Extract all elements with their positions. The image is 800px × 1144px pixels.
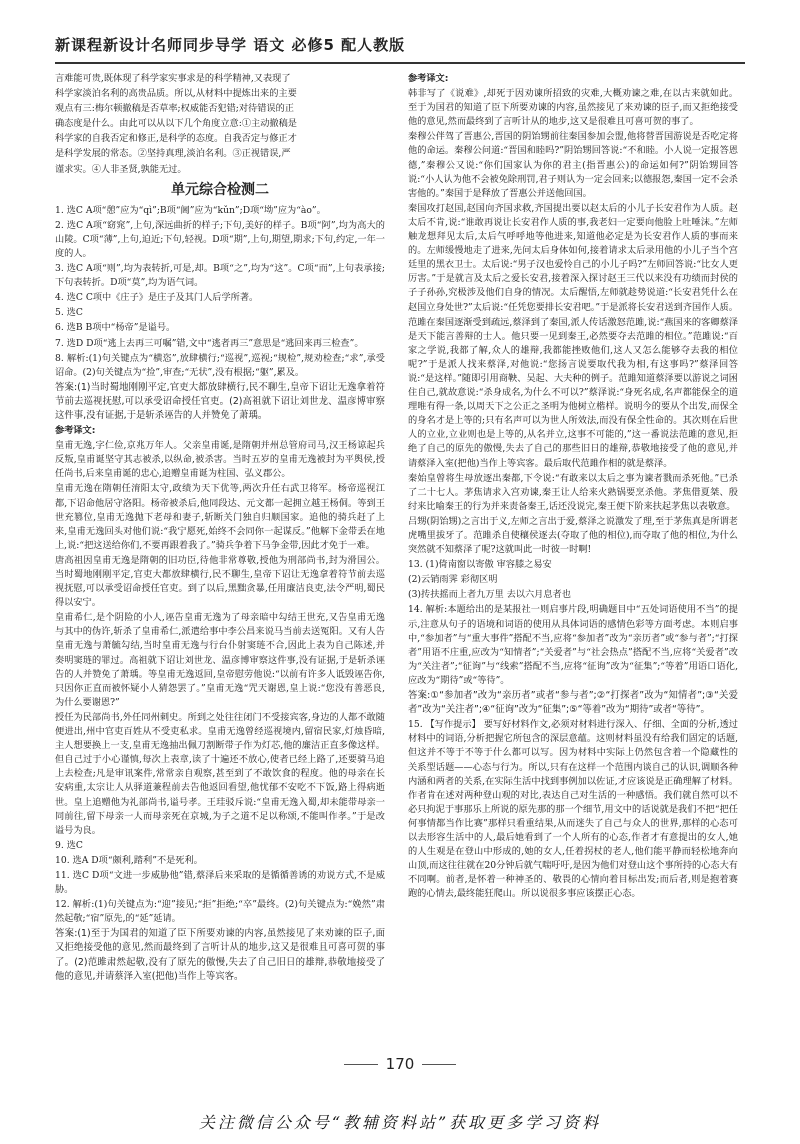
header-title: 新课程新设计名师同步导学 语文 必修5 配人教版: [55, 36, 406, 54]
answer-item: 14. 解析:本题给出的是某报社一则启事片段,明确题目中“五处词语使用不当”的提示,注意从句子的语境和词语的使用从具体词语的感情色彩等方面考虑。本则启事中,“参加者”与“重大事件”搭配不当,应将“参加者”改为“亲历者”或“参与者”;“打探者”用语不庄重,应改为“知情者”;“关爱者”与“社会热点”搭配不当,应将“关爱者”改为“关注者”;“征询”与“线索”搭配不当,应将“征询”改为“征集”;“等着”用语口语化,应改为“期待”或“等待”。: [408, 604, 738, 686]
answer-item: 5. 选C: [55, 307, 83, 319]
answer-text: 答案:(1)当时蜀地刚刚平定,官吏大都放肆横行,民不聊生,皇帝下诏让无逸拿着符节前去巡视抚慰,可以承受诏命授任官吏。(2)高祖就下诏让刘世龙、温彦博审察这件事,没有证据,于是斩杀诬告的人并赞免了萧瑀。: [55, 381, 385, 421]
translation-paragraph: 吕甥(阴饴甥)之言出于义,左师之言出于爱,蔡泽之说激发了理,至于茅焦真是所谓老虎嘴里拔牙了。范雎杀自使穰侯逐去(夺取了他的相位),而夺取了他的相位,为什么突然就不知蔡泽了呢?这就叫此一时彼一时啊!: [408, 515, 738, 556]
translation-paragraph: 秦国攻打赵国,赵国向齐国求救,齐国提出要以赵太后的小儿子长安君作为人质。赵太后不肯,说:“谁敢再说让长安君作人质的事,我老妇一定要向他脸上吐唾沫。”左师触龙想拜见太后,太后气呼呼地等他进来,知道他必定是为长安君作人质的事而来的。左师缓慢地走了进来,先问太后身体如何,接着请求太后录用他的小儿子当个宫廷里的黑衣卫士。太后说:“男子汉也爱怜自己的小儿子吗?”左师回答说:“比女人更厉害。”于是就言及太后之爱长安君,接着深入探讨赵王三代以来没有功绩而封侯的子子孙孙,究极涉及他们自身的情况。太后醒悟,左师就趁势说道:“长安君凭什么在赵国立身处世?”太后说:“任凭您要排长安君吧。”于是派将长安君送到齐国作人质。: [408, 202, 738, 313]
reference-translation-title: 参考译文:: [408, 73, 449, 84]
intro-line: 观点有三:梅尔顿撤稿是否草率;权威能否犯错;对待错误的正: [55, 103, 294, 115]
intro-line: 是科学发展的常态。②坚持真理,淡泊名利。③正视错误,严: [55, 148, 291, 160]
intro-line: 科学家的自我否定和修正,是科学的态度。自我否定与修正才: [55, 133, 297, 145]
translation-paragraph: 皇甫无逸在隋朝任淯阳太守,政绩为天下优等,两次升任右武卫将军。杨帝巡视江都,下诏命他居守洛阳。杨帝被杀后,他同段达、元文都一起拥立越王杨侗。等到王世充篡位,皇甫无逸抛下老母和妻子,斩断关门独自归顺国家。追他的骑兵赶了上来,皇甫无逸回头对他们说:“我宁愿死,始终不会同你一起谋反。”他解下金带丢在地上,说:“把这送给你们,不要再跟着我了。”骑兵争着下马争金带,因此才免于一难。: [55, 483, 385, 551]
answer-item: (2)云销雨霁 彩彻区明: [408, 574, 498, 586]
footer-note: 关注微信公众号“教辅资料站”获取更多学习资料: [198, 1113, 602, 1132]
translation-paragraph: 皇甫希仁,是个阴险的小人,诬告皇甫无逸为了母亲暗中勾结王世充,又告皇甫无逸与其中的伪许,斩杀了皇甫希仁,派遣给事中李公昌来说马当前去送冤阳。又有人告皇甫无逸与萧毓勾结,当时皇甫无逸与行台仆射窦琏不合,因此上表为自己陈述,并奏明窦琏的罪过。高祖就下诏让刘世龙、温彦博审察这件事,没有证据,于是斩杀诬告的人并赞免了萧瑀。等皇甫无逸返回,皇帝慰劳他说:“以前有许多人诋毁诬告你,只因你正直而被怀疑小人猜怨罢了。”皇甫无逸“咒天谢恩,皇上说:“您没有善恶良,为什么要谢恩?”: [55, 612, 385, 708]
answer-item: (3)抟扶摇而上者九万里 去以六月息者也: [408, 589, 571, 601]
reference-translation-title: 参考译文:: [55, 425, 96, 437]
translation-paragraph: 授任为民部尚书,外任同州刺史。所到之处往往闭门不受接宾客,身边的人都不敢随便进出,州中官吏百姓从不受吏私求。皇甫无逸曾经巡视境内,留宿民家,灯烛昏暗,主人想要换上一支,皇甫无逸抽出佩刀割断带子作为灯芯,他的廉洁正直多像这样。但自己过于小心谨慎,每次上表章,读了十遍还不放心,使者已经上路了,还要骑马追上去检查;凡是审讯案件,常常亲自观察,甚至到了不敢饮食的程度。他的母亲在长安病重,太宗让人从驿道兼程前去告他返回看望,他忧郁不安吃不下饭,路上得病逝世。皇上追赠他为礼部尚书,谥号孝。王珪驳斥说:“皇甫无逸入蜀,却未能带母亲一同前往,留下母亲一人而母亲死在京城,为子之道不足以称颂,不能叫作孝。”于是改谥号为良。: [55, 711, 385, 836]
answer-item: 8. 解析:(1)句关键点为“横恣”,放肆横行;“巡视”,巡视;“规检”,规劝检查;“求”,承受诏命。(2)句关键点为“捡”,审查;“无状”,没有根据;“躯”,累及。: [55, 352, 385, 378]
answer-item: 2. 选C A项“窈窕”,上句,深远曲折的样子;下句,美好的样子。B项“阿”,均为高大的山陵。C项“薄”,上句,迫近;下句,轻视。D项“期”,上句,期望,期求;下句,约定,一年一度的人。: [55, 219, 385, 259]
answer-item: 13. (1)倚南窗以寄傲 审容膝之易安: [408, 559, 552, 571]
translation-paragraph: 韩非写了《说难》,却死于因劝谏所招致的灾难,大概劝谏之难,在以古来就如此。至于为国君的知道了臣下所要劝谏的内容,虽然接见了来劝谏的臣子,而又拒绝接受他的意见,然而最终到了言听计从的地步,这又是很难且可喜可贺的事了。: [408, 88, 738, 128]
writing-tip: 15. 【写作提示】 要写好材料作文,必须对材料进行深入、仔细、全面的分析,透过材料中的词语,分析把握它所包含的深层意蕴。这则材料虽没有给我们固定的话题,但这并不等于不等于什么都可以写。因为材料中实际上仍然包含着一个隐藏性的关系型话题——心态与行为。所以,只有在这样一个范围内谈自己的认识,调顺各种内涵和两者的关系,在实际生活中找到事例加以佐证,才应该说是正确理解了材料。作者肯在述对两种登山观的对比,表达自己对生活的一种感悟。我们就自然可以不必只拘泥于事那乐上所说的原先那的那一个细节,用文中的话说就是我们不把“把任何事情都当作比赛”那样只看重结果,从而迷失了自己与众人的世界,那样的心态可以去形容生活中的人,最后她看到了一个人所有的心态,作者才有意提出的女人,她的人生观是在登山中形成的,她的女人,任着拐杖的老人,他们能平静而轻松地奔向山顶,而这往往就在20分钟后就气喘吁吁,是因为他们对登山这个事所持的心态大有不同啊。前者,是怀着一种神圣的、敬畏的心情向着目标出发;而后者,则是抱着赛跑的心情去,最终能狂爬山。所以说很多事应该摆正心态。: [408, 719, 738, 900]
page-header: [55, 28, 745, 64]
intro-line: 确态度是什么。由此可以从以下几个角度立意:①主动撤稿是: [55, 118, 297, 130]
translation-paragraph: 秦始皇曾将生母放逐出秦都,下令说:“有敢来以太后之事为谏者戮而杀死他。”已杀了二十七人。茅焦请求入宫劝谏,秦王让人给来火熟锅要烹杀他。茅焦借夏桀、殷纣来比喻秦王的行为并来责备秦王,话还没说完,秦王便下阶来扶起茅焦以表敬意。: [408, 472, 738, 512]
answer-item: 10. 选A D项“颇利,踏利”不是死利。: [55, 854, 203, 866]
translation-paragraph: 范雎在秦国逐渐受到疏远,蔡泽到了秦国,派人传话激怒范雎,说:“燕国来的客卿蔡泽是天下能言善辩的士人。他只要一见到秦王,必然要夺去范雎的相位。”范雎说:“百家之学说,我都了解,众人的雄辩,我都能挫败他们,这人又怎么能够夺去我的相位呢?”于是派人找来蔡泽,对他说:“您扬言说要取代我为相,有这事吗?”蔡泽回答说:“是这样。”随即引用商鞅、吴起、大夫种的例子。范雎知道蔡泽要以游说之词困住自己,就故意说:“杀身成名,为什么不可以?”蔡泽说:“身死名成,名声都能保全的道理唯有得一条,以周天下之公正之圣明为他树立楷样。说明今的要从个出发,而保全的身名才是上等的;只有名声可以为世人所效法,而没有保全性命的。其次则在后世人的立业,立业则也是上等的,从名并立,这事不可能的,”这一番说法范雎的意见,拒绝了自己的原先的傲慢,失去了自己的那些旧日的雄辩,恭敬地接受了他的意见,并请蔡泽入室(把他)当作上等宾客。最后取代范雎作相的就是蔡泽。: [408, 316, 738, 469]
translation-paragraph: 唐高祖因皇甫无逸是隋朝的旧功臣,待他非常尊敬,授他为刑部尚书,封为滑国公。当时蜀地刚刚平定,官吏大都放肆横行,民不聊生,皇帝下诏让无逸拿着符节前去巡视抚慰,可以承受诏命授任官吏。到了以后,黑黜贪暴,任用廉洁良吏,法令严明,蜀民得以安宁。: [55, 554, 385, 609]
answer-item: 9. 选C: [55, 839, 83, 851]
page-number-rule: [422, 1064, 456, 1065]
intro-line: 谨求实。④人非圣贤,孰能无过。: [55, 163, 187, 175]
answer-item: 11. 选C D项“文进一步威胁他”错,蔡泽后来采取的是循循善诱的劝说方式,不是威胁。: [55, 869, 385, 896]
answer-text: 答案:(1)至于为国君的知道了臣下所要劝谏的内容,虽然接见了来劝谏的臣子,面又拒绝接受他的意见,然而最终到了言听计从的地步,这又是很难且可喜可贺的事了。(2)范雎肃然起敬,没有了原先的傲慢,失去了自己旧日的雄辩,恭敬地接受了他的意见,并请蔡泽入室(把他)当作上等宾客。: [55, 928, 385, 982]
page-number: [0, 1055, 800, 1073]
left-column: [55, 72, 385, 1047]
answer-text: 答案:①“参加者”改为“亲历者”或者“参与者”;②“打探者”改为“知情者”;③“关爱者”改为“关注者”;④“征询”改为“征集”;⑤“等着”改为“期待”或者“等待”。: [408, 690, 738, 716]
page-number-text: 170: [385, 1055, 415, 1073]
intro-paragraph: [55, 72, 385, 177]
page-number-rule: [344, 1064, 378, 1065]
answer-item: 7. 选D D项“逃上去再三可嘱”错,文中“逃者再三”意思是“逃回来再三检查”。: [55, 337, 364, 349]
answer-item: 3. 选C A项“则”,均为表转折,可是,却。B项“之”,均为“这”。C项“而”,上句表承接;下句表转折。D项“莫”,均为语气词。: [55, 263, 385, 289]
translation-paragraph: 秦穆公伴驾了晋惠公,晋国的阴饴甥前往秦国参加会盟,他将替晋国游说是否吃定将他的命运。秦穆公问道:“晋国和睦吗?”阴饴甥回答说:“不和睦。小人说一定报答恩德,”秦穆公又说:“你们国家认为你的君主(指晋惠公)的命运如何?”阴饴甥回答说:“小人认为他不会被免除刑罚,君子则认为一定会回来;以德报怨,秦国一定不会杀害他的。”秦国于是释放了晋惠公并送他回国。: [408, 131, 738, 199]
answer-item: 1. 选C A项“憩”应为“qì”;B项“阃”应为“kǔn”;D项“坳”应为“ào”。: [55, 204, 326, 216]
answer-item: 4. 选C C项中《庄子》是庄子及其门人后学所著。: [55, 292, 259, 304]
translation-paragraph: 皇甫无逸,字仁俭,京兆万年人。父亲皇甫诞,是隋朝并州总管府司马,汉王杨谅起兵反叛,皇甫诞坚守其志被杀,以纵命,被杀害。当时五岁的皇甫无逸被封为平舆侯,授任尚书,后来皇甫诞的忠心,追赠皇甫诞为柱国、弘义郡公。: [55, 440, 385, 480]
intro-line: 言难能可贵,既体现了科学家实事求是的科学精神,又表现了: [55, 73, 291, 84]
intro-line: 科学家淡泊名利的高贵品质。所以,从材料中提炼出来的主要: [55, 88, 297, 100]
right-column: [408, 72, 738, 1047]
answer-item: 6. 选B B项中“杨帝”是谥号。: [55, 322, 176, 334]
answer-item: 12. 解析:(1)句关键点为:“迎”接见;“拒”拒绝;“卒”最终。(2)句关键点为:“娩然”肃然起敬;“宿”原先,的“延”延请。: [55, 899, 385, 925]
section-title: 单元综合检测二: [171, 181, 269, 198]
